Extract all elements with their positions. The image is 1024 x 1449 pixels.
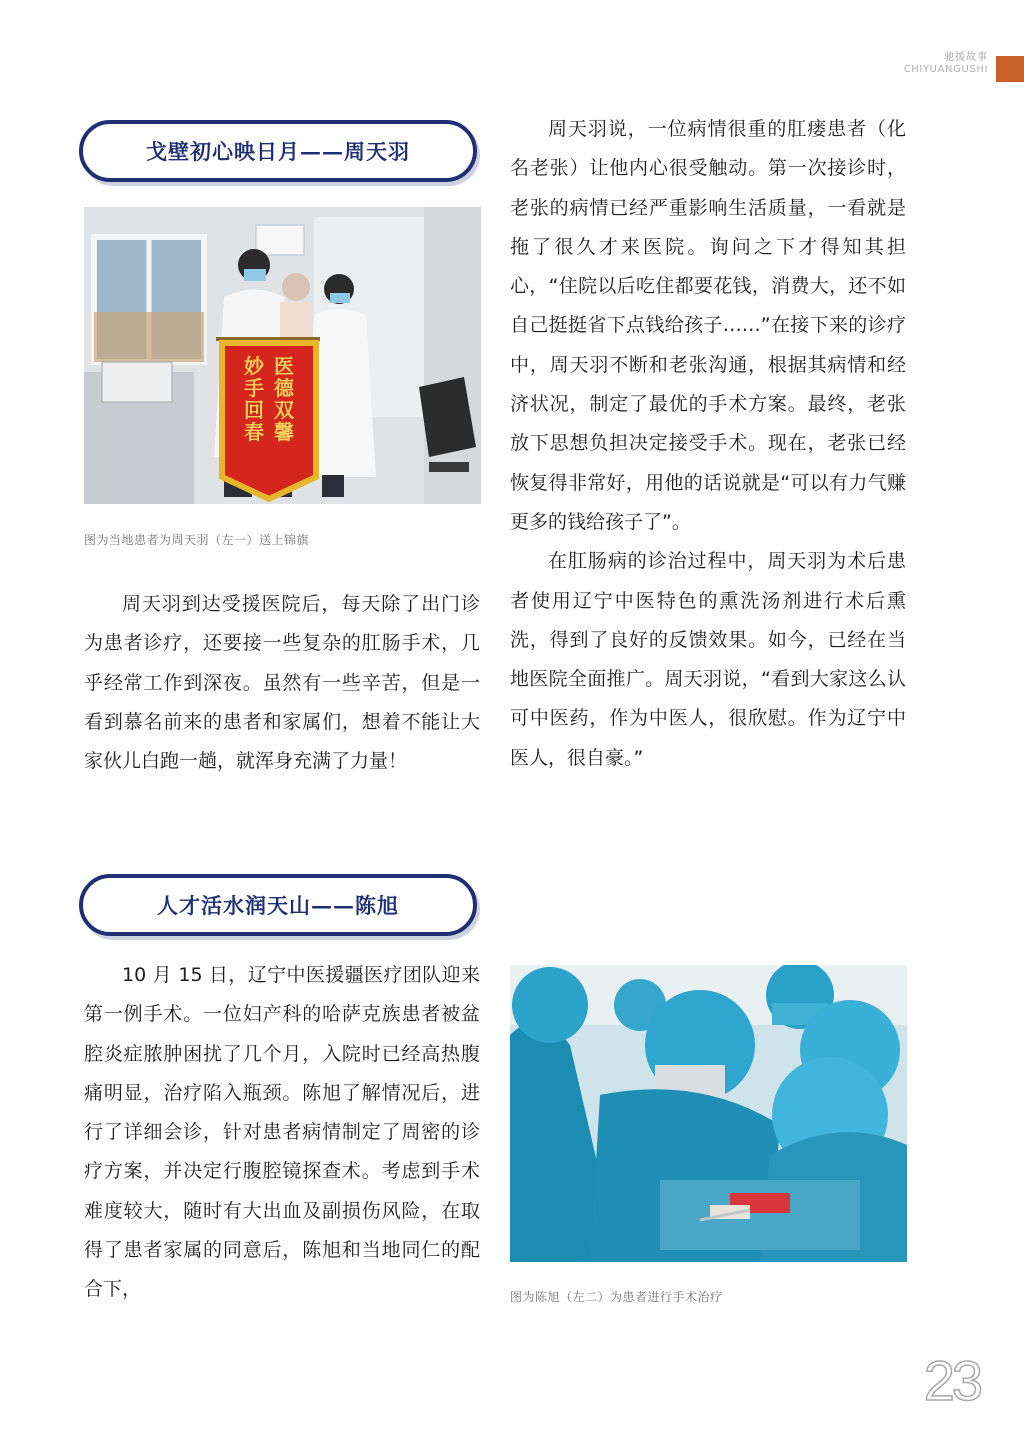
header-section-en: CHIYUANGUSHI bbox=[903, 64, 988, 75]
section1-photo-caption: 图为当地患者为周天羽（左一）送上锦旗 bbox=[84, 533, 310, 547]
section1-right-paragraph-1: 周天羽说，一位病情很重的肛瘘患者（化名老张）让他内心很受触动。第一次接诊时，老张的病情已经严重影响生活质量，一看就是拖了很久才来医院。询问之下才得知其担心，“住院以后吃住都要花钱，消费大，还不如自己挺挺省下点钱给孩子……”在接下来的诊疗中，周天羽不断和老张沟通，根据其病情和经济状况，制定了最优的手术方案。最终，老张放下思想负担决定接受手术。现在，老张已经恢复得非常好，用他的话说就是“可以有力气赚更多的钱给孩子了”。 bbox=[510, 118, 906, 533]
section2-photo-caption: 图为陈旭（左二）为患者进行手术治疗 bbox=[510, 1290, 723, 1304]
page-number: 23 bbox=[923, 1349, 980, 1412]
section1-left-column bbox=[84, 585, 480, 781]
section2-paragraph: 10 月 15 日，辽宁中医援疆医疗团队迎来第一例手术。一位妇产科的哈萨克族患者被盆腔炎症脓肿困扰了几个月，入院时已经高热腹痛明显，治疗陷入瓶颈。陈旭了解情况后，进行了详细会诊，针对患者病情制定了周密的诊疗方案，并决定行腹腔镜探查术。考虑到手术难度较大，随时有大出血及副损伤风险，在取得了患者家属的同意后，陈旭和当地同仁的配合下， bbox=[84, 964, 480, 1301]
surgery-photo bbox=[510, 965, 907, 1262]
section-header bbox=[904, 52, 988, 76]
header-section-cn: 驰援故事 bbox=[944, 52, 988, 63]
header-accent-bar bbox=[996, 56, 1024, 82]
banner-text-right: 医德双馨 bbox=[274, 354, 294, 444]
surgery-photo-illustration bbox=[510, 965, 907, 1262]
section1-right-paragraph-2: 在肛肠病的诊治过程中，周天羽为术后患者使用辽宁中医特色的熏洗汤剂进行术后熏洗，得到了良好的反馈效果。如今，已经在当地医院全面推广。周天羽说，“看到大家这么认可中医药，作为中医人，很欣慰。作为辽宁中医人，很自豪。” bbox=[510, 550, 906, 769]
section1-title-box bbox=[79, 120, 477, 182]
section1-right-column bbox=[510, 110, 906, 778]
section2-title-box bbox=[79, 874, 477, 936]
banner-presentation-photo bbox=[84, 207, 481, 504]
section2-left-column bbox=[84, 956, 480, 1310]
banner-text-left: 妙手回春 bbox=[244, 354, 264, 444]
section1-left-paragraph: 周天羽到达受援医院后，每天除了出门诊为患者诊疗，还要接一些复杂的肛肠手术，几乎经常工作到深夜。虽然有一些辛苦，但是一看到慕名前来的患者和家属们，想着不能让大家伙儿白跑一趟，就浑身充满了力量！ bbox=[84, 593, 480, 773]
section1-title: 戈壁初心映日月——周天羽 bbox=[146, 139, 410, 164]
section2-title: 人才活水润天山——陈旭 bbox=[157, 893, 399, 918]
